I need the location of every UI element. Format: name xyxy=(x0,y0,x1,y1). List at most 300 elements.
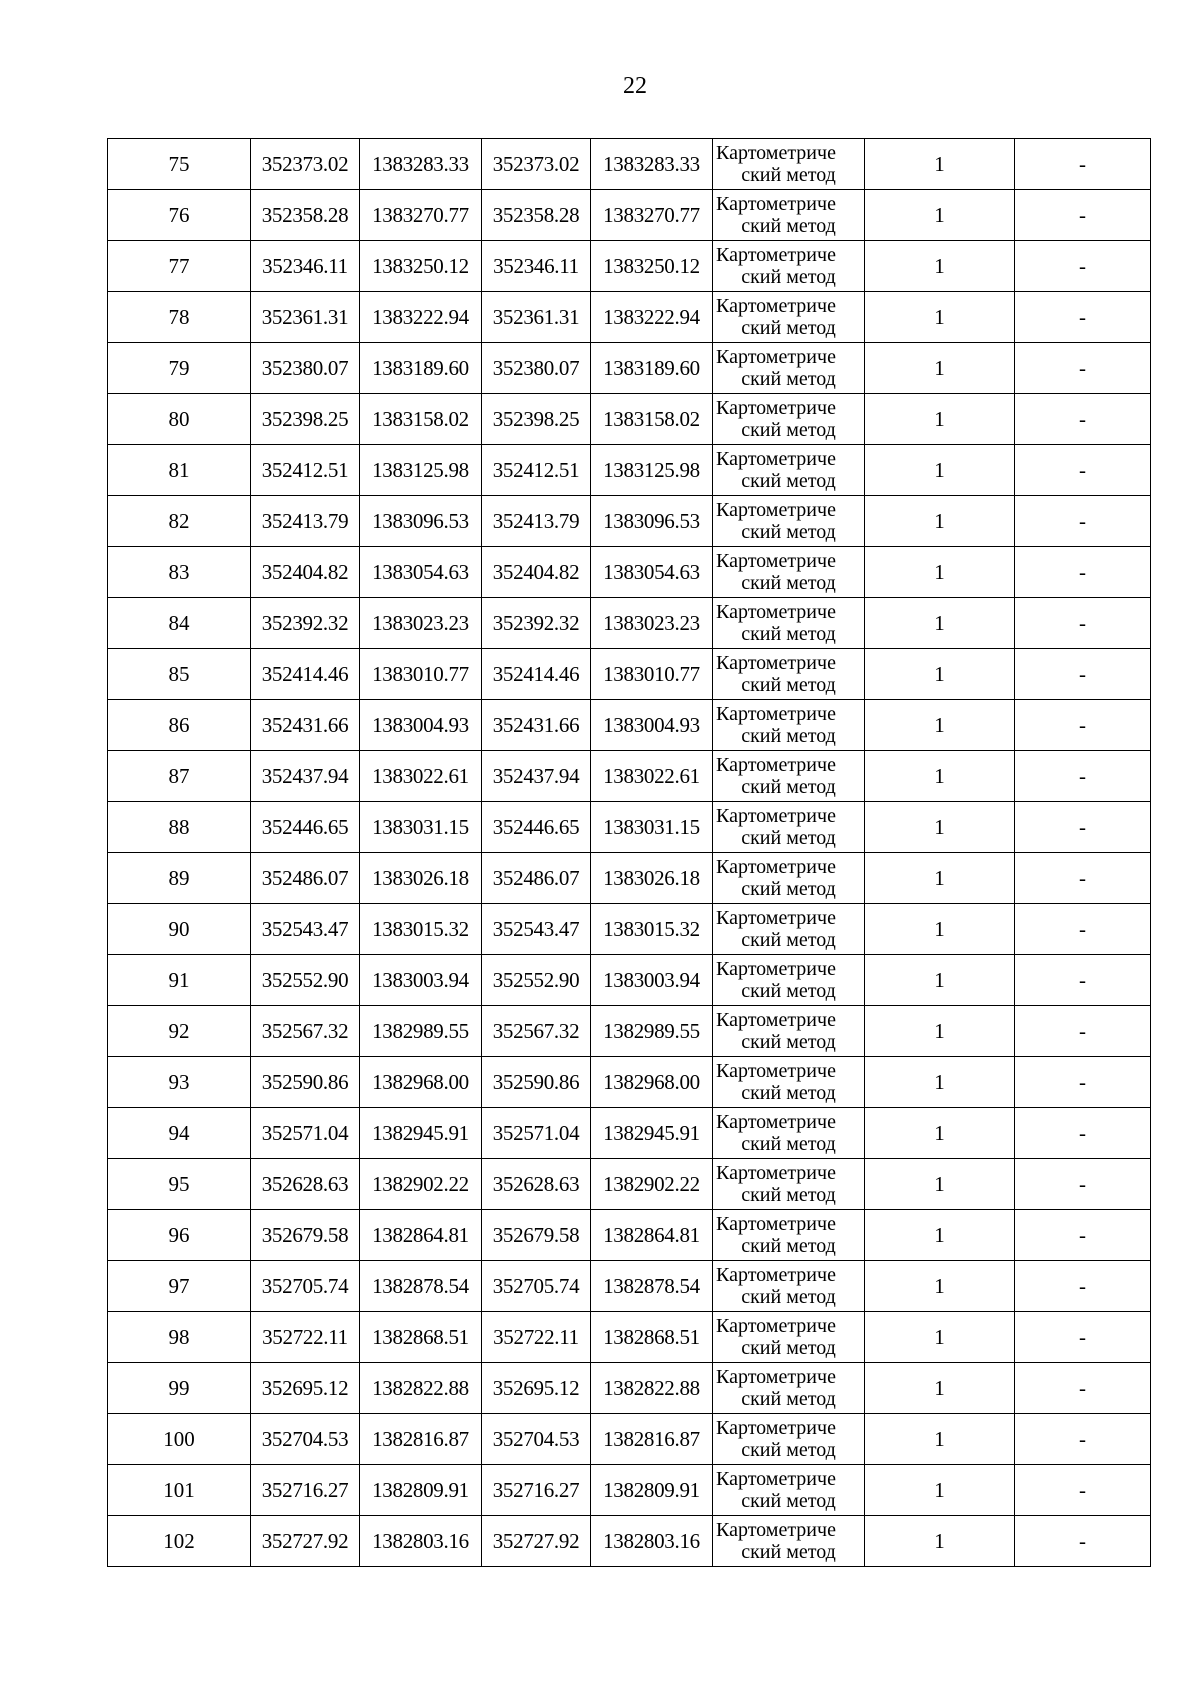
y-refined-cell: 1382864.81 xyxy=(591,1210,713,1261)
method-cell xyxy=(713,292,865,343)
description-cell: - xyxy=(1015,1057,1151,1108)
description-cell: - xyxy=(1015,751,1151,802)
method-line-1: Картометриче xyxy=(716,295,836,317)
point-number-cell: 75 xyxy=(108,139,251,190)
accuracy-cell: 1 xyxy=(865,1006,1015,1057)
y-existing-cell: 1382902.22 xyxy=(360,1159,482,1210)
point-number-cell: 81 xyxy=(108,445,251,496)
point-number-cell: 94 xyxy=(108,1108,251,1159)
method-line-1: Картометриче xyxy=(716,346,836,368)
accuracy-cell: 1 xyxy=(865,1108,1015,1159)
table-row xyxy=(108,1363,1151,1414)
y-refined-cell: 1383054.63 xyxy=(591,547,713,598)
description-cell: - xyxy=(1015,1210,1151,1261)
y-existing-cell: 1383283.33 xyxy=(360,139,482,190)
accuracy-cell: 1 xyxy=(865,1057,1015,1108)
method-line-1: Картометриче xyxy=(716,1315,836,1337)
method-cell xyxy=(713,343,865,394)
x-refined-cell: 352679.58 xyxy=(482,1210,591,1261)
x-refined-cell: 352412.51 xyxy=(482,445,591,496)
point-number-cell: 85 xyxy=(108,649,251,700)
method-line-1: Картометриче xyxy=(716,703,836,725)
x-existing-cell: 352567.32 xyxy=(251,1006,360,1057)
x-refined-cell: 352571.04 xyxy=(482,1108,591,1159)
method-line-1: Картометриче xyxy=(716,1162,836,1184)
accuracy-cell: 1 xyxy=(865,1414,1015,1465)
y-existing-cell: 1383270.77 xyxy=(360,190,482,241)
point-number-cell: 87 xyxy=(108,751,251,802)
y-existing-cell: 1382945.91 xyxy=(360,1108,482,1159)
x-existing-cell: 352414.46 xyxy=(251,649,360,700)
description-cell: - xyxy=(1015,1312,1151,1363)
method-line-1: Картометриче xyxy=(716,907,836,929)
accuracy-cell: 1 xyxy=(865,394,1015,445)
y-existing-cell: 1382803.16 xyxy=(360,1516,482,1567)
x-refined-cell: 352704.53 xyxy=(482,1414,591,1465)
y-refined-cell: 1382945.91 xyxy=(591,1108,713,1159)
method-line-2: ский метод xyxy=(741,164,836,186)
method-line-1: Картометриче xyxy=(716,856,836,878)
x-existing-cell: 352413.79 xyxy=(251,496,360,547)
method-cell xyxy=(713,547,865,598)
point-number-cell: 90 xyxy=(108,904,251,955)
table-row xyxy=(108,1006,1151,1057)
table-row xyxy=(108,955,1151,1006)
x-existing-cell: 352392.32 xyxy=(251,598,360,649)
y-existing-cell: 1383125.98 xyxy=(360,445,482,496)
method-cell xyxy=(713,1159,865,1210)
x-existing-cell: 352412.51 xyxy=(251,445,360,496)
method-line-1: Картометриче xyxy=(716,397,836,419)
x-existing-cell: 352722.11 xyxy=(251,1312,360,1363)
method-line-1: Картометриче xyxy=(716,1264,836,1286)
y-refined-cell: 1383015.32 xyxy=(591,904,713,955)
description-cell: - xyxy=(1015,1159,1151,1210)
x-existing-cell: 352346.11 xyxy=(251,241,360,292)
method-line-2: ский метод xyxy=(741,317,836,339)
table-row xyxy=(108,241,1151,292)
description-cell: - xyxy=(1015,190,1151,241)
y-existing-cell: 1382809.91 xyxy=(360,1465,482,1516)
method-cell xyxy=(713,1057,865,1108)
point-number-cell: 83 xyxy=(108,547,251,598)
method-line-2: ский метод xyxy=(741,1541,836,1563)
x-refined-cell: 352543.47 xyxy=(482,904,591,955)
x-existing-cell: 352431.66 xyxy=(251,700,360,751)
method-line-1: Картометриче xyxy=(716,142,836,164)
point-number-cell: 76 xyxy=(108,190,251,241)
table-row xyxy=(108,445,1151,496)
x-existing-cell: 352380.07 xyxy=(251,343,360,394)
y-refined-cell: 1383283.33 xyxy=(591,139,713,190)
x-refined-cell: 352727.92 xyxy=(482,1516,591,1567)
table-row xyxy=(108,1108,1151,1159)
y-refined-cell: 1383125.98 xyxy=(591,445,713,496)
table-row xyxy=(108,1465,1151,1516)
accuracy-cell: 1 xyxy=(865,802,1015,853)
x-existing-cell: 352358.28 xyxy=(251,190,360,241)
accuracy-cell: 1 xyxy=(865,190,1015,241)
x-refined-cell: 352346.11 xyxy=(482,241,591,292)
point-number-cell: 93 xyxy=(108,1057,251,1108)
table-row xyxy=(108,1414,1151,1465)
y-refined-cell: 1382809.91 xyxy=(591,1465,713,1516)
x-refined-cell: 352431.66 xyxy=(482,700,591,751)
description-cell: - xyxy=(1015,547,1151,598)
method-line-2: ский метод xyxy=(741,1082,836,1104)
method-line-2: ский метод xyxy=(741,419,836,441)
y-refined-cell: 1383189.60 xyxy=(591,343,713,394)
method-line-2: ский метод xyxy=(741,776,836,798)
method-line-2: ский метод xyxy=(741,215,836,237)
y-refined-cell: 1383250.12 xyxy=(591,241,713,292)
method-line-2: ский метод xyxy=(741,929,836,951)
x-existing-cell: 352705.74 xyxy=(251,1261,360,1312)
method-line-2: ский метод xyxy=(741,521,836,543)
x-refined-cell: 352628.63 xyxy=(482,1159,591,1210)
accuracy-cell: 1 xyxy=(865,700,1015,751)
point-number-cell: 91 xyxy=(108,955,251,1006)
y-existing-cell: 1383010.77 xyxy=(360,649,482,700)
x-refined-cell: 352437.94 xyxy=(482,751,591,802)
method-cell xyxy=(713,598,865,649)
x-existing-cell: 352486.07 xyxy=(251,853,360,904)
y-existing-cell: 1382816.87 xyxy=(360,1414,482,1465)
table-row xyxy=(108,292,1151,343)
method-cell xyxy=(713,1465,865,1516)
point-number-cell: 98 xyxy=(108,1312,251,1363)
x-existing-cell: 352398.25 xyxy=(251,394,360,445)
x-existing-cell: 352404.82 xyxy=(251,547,360,598)
method-line-2: ский метод xyxy=(741,470,836,492)
method-line-2: ский метод xyxy=(741,1184,836,1206)
y-refined-cell: 1382902.22 xyxy=(591,1159,713,1210)
y-existing-cell: 1382822.88 xyxy=(360,1363,482,1414)
x-existing-cell: 352361.31 xyxy=(251,292,360,343)
table-row xyxy=(108,649,1151,700)
description-cell: - xyxy=(1015,955,1151,1006)
method-line-2: ский метод xyxy=(741,878,836,900)
description-cell: - xyxy=(1015,496,1151,547)
method-cell xyxy=(713,802,865,853)
table-row xyxy=(108,853,1151,904)
table-row xyxy=(108,904,1151,955)
method-line-2: ский метод xyxy=(741,1133,836,1155)
accuracy-cell: 1 xyxy=(865,1159,1015,1210)
y-existing-cell: 1383096.53 xyxy=(360,496,482,547)
y-refined-cell: 1383270.77 xyxy=(591,190,713,241)
point-number-cell: 97 xyxy=(108,1261,251,1312)
method-line-1: Картометриче xyxy=(716,754,836,776)
x-existing-cell: 352628.63 xyxy=(251,1159,360,1210)
method-line-2: ский метод xyxy=(741,1337,836,1359)
y-refined-cell: 1382803.16 xyxy=(591,1516,713,1567)
y-existing-cell: 1383054.63 xyxy=(360,547,482,598)
method-line-1: Картометриче xyxy=(716,958,836,980)
accuracy-cell: 1 xyxy=(865,649,1015,700)
y-refined-cell: 1383222.94 xyxy=(591,292,713,343)
method-line-2: ский метод xyxy=(741,1235,836,1257)
method-cell xyxy=(713,700,865,751)
y-existing-cell: 1383003.94 xyxy=(360,955,482,1006)
method-cell xyxy=(713,1108,865,1159)
method-line-1: Картометриче xyxy=(716,244,836,266)
accuracy-cell: 1 xyxy=(865,751,1015,802)
table-row xyxy=(108,1057,1151,1108)
y-existing-cell: 1383023.23 xyxy=(360,598,482,649)
accuracy-cell: 1 xyxy=(865,547,1015,598)
point-number-cell: 84 xyxy=(108,598,251,649)
x-refined-cell: 352380.07 xyxy=(482,343,591,394)
x-refined-cell: 352404.82 xyxy=(482,547,591,598)
table-row xyxy=(108,1261,1151,1312)
y-existing-cell: 1383026.18 xyxy=(360,853,482,904)
table-row xyxy=(108,496,1151,547)
x-refined-cell: 352552.90 xyxy=(482,955,591,1006)
method-cell xyxy=(713,1006,865,1057)
y-refined-cell: 1383022.61 xyxy=(591,751,713,802)
method-line-1: Картометриче xyxy=(716,601,836,623)
method-line-1: Картометриче xyxy=(716,193,836,215)
accuracy-cell: 1 xyxy=(865,904,1015,955)
x-refined-cell: 352722.11 xyxy=(482,1312,591,1363)
accuracy-cell: 1 xyxy=(865,955,1015,1006)
description-cell: - xyxy=(1015,1465,1151,1516)
x-refined-cell: 352716.27 xyxy=(482,1465,591,1516)
x-refined-cell: 352446.65 xyxy=(482,802,591,853)
point-number-cell: 80 xyxy=(108,394,251,445)
x-refined-cell: 352392.32 xyxy=(482,598,591,649)
accuracy-cell: 1 xyxy=(865,1210,1015,1261)
y-refined-cell: 1382868.51 xyxy=(591,1312,713,1363)
method-line-1: Картометриче xyxy=(716,1009,836,1031)
method-cell xyxy=(713,955,865,1006)
table-row xyxy=(108,394,1151,445)
method-cell xyxy=(713,1363,865,1414)
description-cell: - xyxy=(1015,394,1151,445)
accuracy-cell: 1 xyxy=(865,343,1015,394)
accuracy-cell: 1 xyxy=(865,1261,1015,1312)
y-refined-cell: 1382822.88 xyxy=(591,1363,713,1414)
x-refined-cell: 352590.86 xyxy=(482,1057,591,1108)
point-number-cell: 100 xyxy=(108,1414,251,1465)
method-line-2: ский метод xyxy=(741,1490,836,1512)
x-existing-cell: 352727.92 xyxy=(251,1516,360,1567)
point-number-cell: 92 xyxy=(108,1006,251,1057)
point-number-cell: 95 xyxy=(108,1159,251,1210)
method-line-1: Картометриче xyxy=(716,1417,836,1439)
method-line-1: Картометриче xyxy=(716,1060,836,1082)
x-existing-cell: 352679.58 xyxy=(251,1210,360,1261)
method-line-1: Картометриче xyxy=(716,652,836,674)
description-cell: - xyxy=(1015,1516,1151,1567)
y-refined-cell: 1382816.87 xyxy=(591,1414,713,1465)
method-cell xyxy=(713,1312,865,1363)
method-line-1: Картометриче xyxy=(716,805,836,827)
x-refined-cell: 352361.31 xyxy=(482,292,591,343)
method-cell xyxy=(713,1261,865,1312)
y-existing-cell: 1382968.00 xyxy=(360,1057,482,1108)
x-existing-cell: 352437.94 xyxy=(251,751,360,802)
method-cell xyxy=(713,649,865,700)
description-cell: - xyxy=(1015,802,1151,853)
table-row xyxy=(108,598,1151,649)
table-row xyxy=(108,1159,1151,1210)
y-existing-cell: 1383158.02 xyxy=(360,394,482,445)
point-number-cell: 88 xyxy=(108,802,251,853)
method-cell xyxy=(713,241,865,292)
accuracy-cell: 1 xyxy=(865,241,1015,292)
y-refined-cell: 1382989.55 xyxy=(591,1006,713,1057)
accuracy-cell: 1 xyxy=(865,1465,1015,1516)
description-cell: - xyxy=(1015,700,1151,751)
method-cell xyxy=(713,139,865,190)
y-existing-cell: 1383004.93 xyxy=(360,700,482,751)
point-number-cell: 89 xyxy=(108,853,251,904)
x-existing-cell: 352543.47 xyxy=(251,904,360,955)
table-row xyxy=(108,1312,1151,1363)
accuracy-cell: 1 xyxy=(865,1363,1015,1414)
point-number-cell: 79 xyxy=(108,343,251,394)
method-cell xyxy=(713,1414,865,1465)
y-refined-cell: 1383158.02 xyxy=(591,394,713,445)
point-number-cell: 78 xyxy=(108,292,251,343)
method-line-2: ский метод xyxy=(741,266,836,288)
y-refined-cell: 1383010.77 xyxy=(591,649,713,700)
method-cell xyxy=(713,853,865,904)
method-line-2: ский метод xyxy=(741,674,836,696)
description-cell: - xyxy=(1015,292,1151,343)
description-cell: - xyxy=(1015,445,1151,496)
table-body xyxy=(108,139,1151,1567)
method-cell xyxy=(713,190,865,241)
y-refined-cell: 1383031.15 xyxy=(591,802,713,853)
description-cell: - xyxy=(1015,1414,1151,1465)
point-number-cell: 96 xyxy=(108,1210,251,1261)
method-line-2: ский метод xyxy=(741,1031,836,1053)
method-cell xyxy=(713,394,865,445)
table-row xyxy=(108,700,1151,751)
method-cell xyxy=(713,496,865,547)
method-line-2: ский метод xyxy=(741,623,836,645)
method-line-2: ский метод xyxy=(741,1439,836,1461)
x-refined-cell: 352567.32 xyxy=(482,1006,591,1057)
description-cell: - xyxy=(1015,598,1151,649)
y-existing-cell: 1383022.61 xyxy=(360,751,482,802)
y-existing-cell: 1382989.55 xyxy=(360,1006,482,1057)
description-cell: - xyxy=(1015,649,1151,700)
y-existing-cell: 1382878.54 xyxy=(360,1261,482,1312)
point-number-cell: 99 xyxy=(108,1363,251,1414)
description-cell: - xyxy=(1015,904,1151,955)
table-row xyxy=(108,139,1151,190)
description-cell: - xyxy=(1015,1261,1151,1312)
method-cell xyxy=(713,904,865,955)
description-cell: - xyxy=(1015,343,1151,394)
accuracy-cell: 1 xyxy=(865,445,1015,496)
y-existing-cell: 1382868.51 xyxy=(360,1312,482,1363)
y-existing-cell: 1383015.32 xyxy=(360,904,482,955)
accuracy-cell: 1 xyxy=(865,139,1015,190)
y-existing-cell: 1383222.94 xyxy=(360,292,482,343)
x-existing-cell: 352552.90 xyxy=(251,955,360,1006)
method-line-1: Картометриче xyxy=(716,1366,836,1388)
x-refined-cell: 352358.28 xyxy=(482,190,591,241)
table-row xyxy=(108,1210,1151,1261)
accuracy-cell: 1 xyxy=(865,496,1015,547)
method-cell xyxy=(713,1210,865,1261)
method-line-1: Картометриче xyxy=(716,1213,836,1235)
method-line-1: Картометриче xyxy=(716,499,836,521)
table-row xyxy=(108,190,1151,241)
method-cell xyxy=(713,445,865,496)
point-number-cell: 101 xyxy=(108,1465,251,1516)
page-number: 22 xyxy=(623,73,647,99)
x-existing-cell: 352716.27 xyxy=(251,1465,360,1516)
method-line-2: ский метод xyxy=(741,368,836,390)
table-row xyxy=(108,547,1151,598)
x-refined-cell: 352413.79 xyxy=(482,496,591,547)
y-refined-cell: 1383023.23 xyxy=(591,598,713,649)
table-row xyxy=(108,343,1151,394)
x-existing-cell: 352704.53 xyxy=(251,1414,360,1465)
x-refined-cell: 352705.74 xyxy=(482,1261,591,1312)
accuracy-cell: 1 xyxy=(865,1516,1015,1567)
table-row xyxy=(108,802,1151,853)
method-line-2: ский метод xyxy=(741,980,836,1002)
method-line-1: Картометриче xyxy=(716,1111,836,1133)
x-refined-cell: 352398.25 xyxy=(482,394,591,445)
accuracy-cell: 1 xyxy=(865,853,1015,904)
point-number-cell: 102 xyxy=(108,1516,251,1567)
description-cell: - xyxy=(1015,139,1151,190)
accuracy-cell: 1 xyxy=(865,292,1015,343)
y-existing-cell: 1383250.12 xyxy=(360,241,482,292)
table-row xyxy=(108,751,1151,802)
method-cell xyxy=(713,751,865,802)
y-existing-cell: 1382864.81 xyxy=(360,1210,482,1261)
y-refined-cell: 1383096.53 xyxy=(591,496,713,547)
method-line-2: ский метод xyxy=(741,1388,836,1410)
method-line-2: ский метод xyxy=(741,725,836,747)
y-refined-cell: 1382878.54 xyxy=(591,1261,713,1312)
x-refined-cell: 352414.46 xyxy=(482,649,591,700)
description-cell: - xyxy=(1015,853,1151,904)
method-line-1: Картометриче xyxy=(716,550,836,572)
y-refined-cell: 1383004.93 xyxy=(591,700,713,751)
method-line-1: Картометриче xyxy=(716,1519,836,1541)
method-line-1: Картометриче xyxy=(716,1468,836,1490)
method-cell xyxy=(713,1516,865,1567)
point-number-cell: 86 xyxy=(108,700,251,751)
y-refined-cell: 1382968.00 xyxy=(591,1057,713,1108)
accuracy-cell: 1 xyxy=(865,598,1015,649)
x-refined-cell: 352486.07 xyxy=(482,853,591,904)
x-refined-cell: 352695.12 xyxy=(482,1363,591,1414)
method-line-1: Картометриче xyxy=(716,448,836,470)
description-cell: - xyxy=(1015,1006,1151,1057)
y-refined-cell: 1383003.94 xyxy=(591,955,713,1006)
table-row xyxy=(108,1516,1151,1567)
y-existing-cell: 1383189.60 xyxy=(360,343,482,394)
x-existing-cell: 352571.04 xyxy=(251,1108,360,1159)
description-cell: - xyxy=(1015,241,1151,292)
point-number-cell: 77 xyxy=(108,241,251,292)
x-existing-cell: 352590.86 xyxy=(251,1057,360,1108)
accuracy-cell: 1 xyxy=(865,1312,1015,1363)
x-existing-cell: 352695.12 xyxy=(251,1363,360,1414)
y-existing-cell: 1383031.15 xyxy=(360,802,482,853)
